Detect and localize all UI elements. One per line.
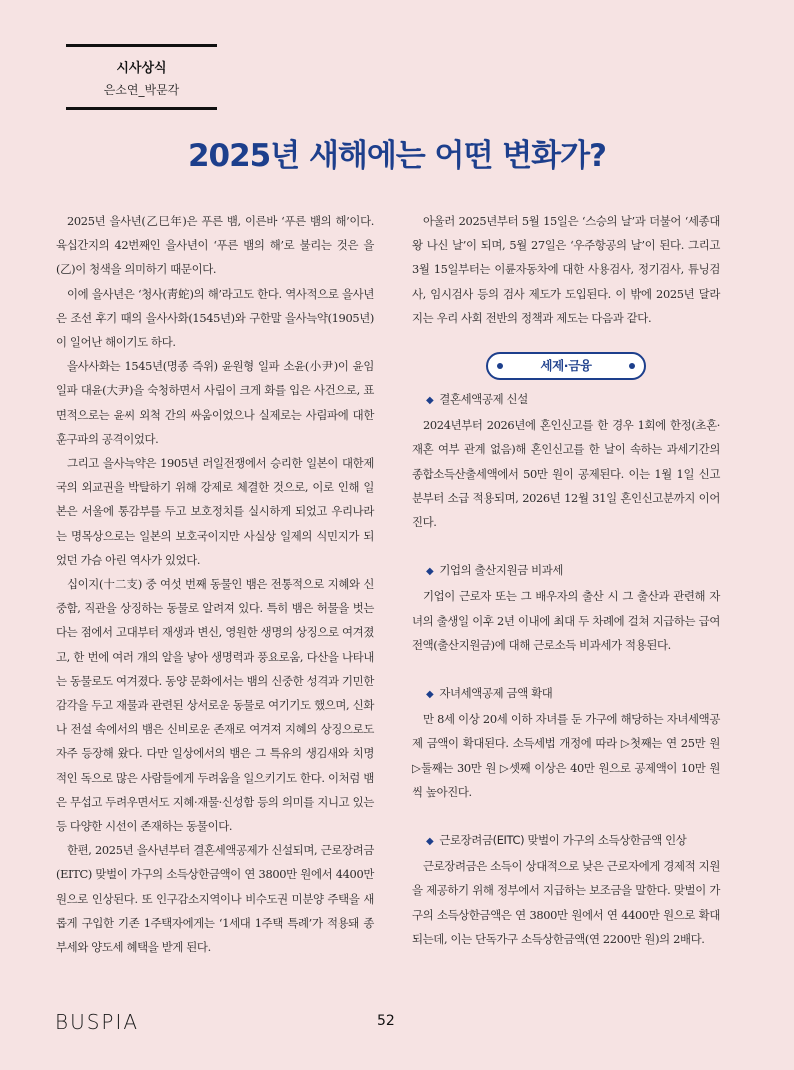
policy-item: [412, 387, 720, 534]
policy-item-body: 2024년부터 2026년에 혼인신고를 한 경우 1회에 한정(초혼·재혼 여부 관계 없음)해 혼인신고를 한 날이 속하는 과세기간의 종합소득산출세액에서 50만 원이 공제된다. 이는 1월 1일 신고분부터 소급 적용되며, 2026년 12월 31일 혼인신고분까지 이어진다.: [412, 418, 720, 530]
left-column: [56, 209, 374, 959]
policy-item-title: [412, 558, 720, 584]
policy-item-title: [412, 681, 720, 707]
body-paragraph: 을사사화는 1545년(명종 즉위) 윤원형 일파 소윤(小尹)이 윤임 일파 대윤(大尹)을 숙청하면서 사림이 크게 화를 입은 사건으로, 표면적으로는 윤씨 외척 간의 싸움이었으나 실제로는 사림파에 대한 훈구파의 공격이었다.: [56, 359, 374, 446]
policy-item-title-text: 결혼세액공제 신설: [439, 392, 528, 407]
policy-item-body: 근로장려금은 소득이 상대적으로 낮은 근로자에게 경제적 지원을 제공하기 위해 정부에서 지급하는 보조금을 말한다. 맞벌이 가구의 소득상한금액은 연 3800만 원에서 연 4400만 원으로 확대되는데, 이는 단독가구 소득상한금액(연 2200만 원)의 2배다.: [412, 859, 720, 946]
policy-item-title-text: 근로장려금(EITC) 맞벌이 가구의 소득상한금액 인상: [439, 833, 687, 848]
policy-item-title: [412, 828, 720, 854]
intro-paragraph: 아울러 2025년부터 5월 15일은 ‘스승의 날’과 더불어 ‘세종대왕 나신 날’이 되며, 5월 27일은 ‘우주항공의 날’이 된다. 그리고 3월 15일부터는 이륜자동차에 대한 사용검사, 정기검사, 튜닝검사, 임시검사 등의 검사 제도가 도입된다. 이 밖에 2025년 달라지는 우리 사회 전반의 정책과 제도는 다음과 같다.: [412, 214, 720, 325]
body-paragraph: 한편, 2025년 을사년부터 결혼세액공제가 신설되며, 근로장려금(EITC) 맞벌이 가구의 소득상한금액이 연 3800만 원에서 4400만 원으로 인상된다. 또 인구감소지역이나 비수도권 미분양 주택을 새롭게 구입한 기존 1주택자에게는 ‘1세대 1주택 특례’가 적용돼 종부세와 양도세 혜택을 받게 된다.: [56, 843, 374, 955]
policy-item: [412, 828, 720, 951]
category-badge: [486, 352, 646, 380]
section-header: [66, 44, 217, 110]
body-paragraph: 이에 을사년은 ‘청사(靑蛇)의 해’라고도 한다. 역사적으로 을사년은 조선 후기 때의 을사사화(1545년)와 구한말 을사늑약(1905년)이 일어난 해이기도 하다.: [56, 286, 374, 350]
body-paragraph: 십이지(十二支) 중 여섯 번째 동물인 뱀은 전통적으로 지혜와 신중함, 직관을 상징하는 동물로 알려져 있다. 특히 뱀은 허물을 벗는다는 점에서 고대부터 재생과 변신, 영원한 생명의 상징으로 여겨졌고, 한 번에 여러 개의 알을 낳아 생명력과 풍요로움, 다산을 나타내는 동물로도 여겨졌다. 동양 문화에서는 뱀의 신중한 성격과 기민한 감각을 두고 재물과 관련된 상서로운 동물로 여기기도 했으며, 신화나 전설 속에서의 뱀은 신비로운 존재로 여겨져 지혜의 상징으로도 자주 등장해 왔다. 다만 일상에서의 뱀은 그 특유의 생김새와 치명적인 독으로 많은 사람들에게 두려움을 일으키기도 한다. 이처럼 뱀은 무섭고 두려우면서도 지혜·재물·신성함 등의 의미를 지니고 있는 등 다양한 시선이 존재하는 동물이다.: [56, 577, 374, 834]
category-badge-label: 세제·금융: [540, 358, 592, 374]
diamond-bullet-icon: ◆: [426, 689, 434, 701]
policy-item-body: 만 8세 이상 20세 이하 자녀를 둔 가구에 해당하는 자녀세액공제 금액이 확대된다. 소득세법 개정에 따라 ▷첫째는 연 25만 원 ▷둘째는 30만 원 ▷셋째 이상은 40만 원으로 공제액이 10만 원씩 높아진다.: [412, 712, 720, 799]
category-badge-wrap: [412, 352, 720, 380]
right-column: [412, 209, 720, 975]
dot-icon: [497, 363, 503, 369]
policy-item-title-text: 자녀세액공제 금액 확대: [439, 686, 553, 701]
buspia-logo: BUSPIA: [55, 1010, 140, 1034]
page-number: 52: [377, 1013, 395, 1029]
author-label: 은소연_박문각: [103, 83, 180, 97]
dot-icon: [629, 363, 635, 369]
policy-item: [412, 681, 720, 804]
policy-item-title-text: 기업의 출산지원금 비과세: [439, 563, 564, 578]
policy-item-body: 기업이 근로자 또는 그 배우자의 출산 시 그 출산과 관련해 자녀의 출생일 이후 2년 이내에 최대 두 차례에 걸쳐 지급하는 급여 전액(출산지원금)에 대해 근로소득 비과세가 적용된다.: [412, 589, 720, 652]
diamond-bullet-icon: ◆: [426, 566, 434, 578]
page-title: 2025년 새해에는 어떤 변화가?: [187, 138, 607, 174]
diamond-bullet-icon: ◆: [426, 836, 434, 848]
policy-item-title: [412, 387, 720, 413]
body-paragraph: 그리고 을사늑약은 1905년 러일전쟁에서 승리한 일본이 대한제국의 외교권을 박탈하기 위해 강제로 체결한 것으로, 이로 인해 일본은 서울에 통감부를 두고 보호정치를 실시하게 되었고 우리나라는 명목상으로는 일본의 보호국이지만 사실상 일제의 식민지가 되었던 가슴 아린 역사가 있었다.: [56, 456, 374, 567]
section-label: 시사상식: [116, 61, 167, 76]
body-paragraph: 2025년 을사년(乙巳年)은 푸른 뱀, 이른바 ‘푸른 뱀의 해’이다. 육십간지의 42번째인 을사년이 ‘푸른 뱀의 해’로 불리는 것은 을(乙)이 청색을 의미하기 때문이다.: [56, 214, 374, 277]
policy-item: [412, 558, 720, 657]
diamond-bullet-icon: ◆: [426, 395, 434, 407]
